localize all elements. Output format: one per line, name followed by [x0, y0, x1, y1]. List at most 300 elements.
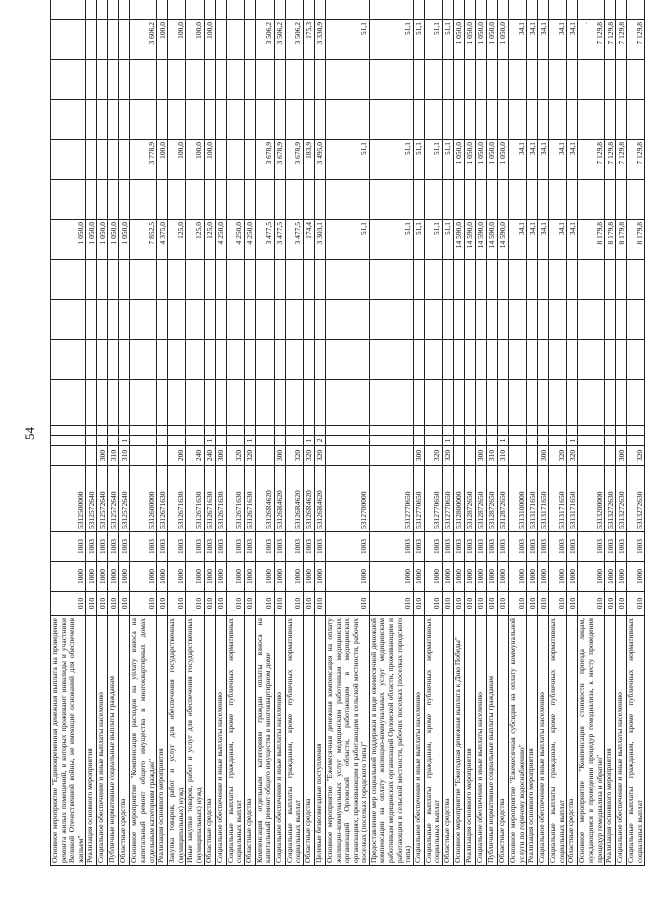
- row-cell-c3: 1003: [168, 532, 186, 562]
- row-cell-c15: [627, 100, 645, 140]
- row-cell-c8: [97, 380, 108, 426]
- row-cell-c1: 010: [509, 592, 527, 616]
- row-cell-c15: [168, 100, 186, 140]
- row-cell-c11: [108, 260, 119, 300]
- row-cell-c5: 320: [567, 446, 578, 466]
- row-description: Областные средства: [119, 616, 130, 866]
- table-row: [244, 0, 255, 866]
- row-cell-c15: [244, 100, 255, 140]
- row-cell-c2: 1000: [509, 562, 527, 592]
- row-description: Социальное обеспечение и иные выплаты населению: [215, 616, 226, 866]
- row-cell-c13: [204, 180, 215, 220]
- row-description: Основное мероприятие "Компенсация расходов на уплату взноса на капитальный ремонт общего имущества в многоквартирных домах отдельным категориям граждан": [130, 616, 157, 866]
- row-cell-c10: [527, 300, 538, 340]
- row-cell-c3: 1003: [274, 532, 285, 562]
- row-cell-c10: [285, 300, 303, 340]
- row-cell-c17: 34,1: [527, 20, 538, 60]
- table-row: [215, 0, 226, 866]
- row-cell-c6: [97, 436, 108, 446]
- row-cell-c2: 1000: [51, 562, 86, 592]
- row-cell-c11: [215, 260, 226, 300]
- row-cell-c17: 1 050,0: [454, 20, 465, 60]
- row-cell-c16: [130, 60, 157, 100]
- row-cell-c1: 010: [130, 592, 157, 616]
- row-cell-c1: 010: [424, 592, 442, 616]
- row-cell-c15: [226, 100, 244, 140]
- row-cell-c8: [255, 380, 274, 426]
- row-cell-c10: [443, 300, 454, 340]
- row-cell-c12: 3 477,5: [255, 220, 274, 260]
- row-cell-c18: [325, 0, 369, 20]
- row-cell-c18: [578, 0, 605, 20]
- row-cell-c2: 1000: [303, 562, 314, 592]
- row-cell-c18: [215, 0, 226, 20]
- row-description: Социальные выплаты гражданам, кроме публичных нормативных социальных выплат: [285, 616, 303, 866]
- row-cell-c15: [186, 100, 204, 140]
- row-cell-c8: [605, 380, 616, 426]
- row-cell-c2: 1000: [476, 562, 487, 592]
- row-cell-c5: 300: [97, 446, 108, 466]
- row-cell-c16: [616, 60, 627, 100]
- row-cell-c8: [325, 380, 369, 426]
- row-cell-c8: [86, 380, 97, 426]
- row-cell-c6: [538, 436, 549, 446]
- row-cell-c13: [186, 180, 204, 220]
- row-cell-c11: [465, 260, 476, 300]
- row-cell-c1: 010: [215, 592, 226, 616]
- row-cell-c1: 010: [97, 592, 108, 616]
- row-cell-c16: [314, 60, 325, 100]
- row-cell-c17: [244, 20, 255, 60]
- row-cell-c14: 1 050,0: [465, 140, 476, 180]
- row-description: Предоставление мер социальной поддержки в виде ежемесячной денежной компенсации на оплату жилищно-коммунальных услуг медицинским работникам медицинских организаций Орловской области, проживающим и работающим в сельской местности, рабочих поселках (поселках городского типа): [369, 616, 413, 866]
- row-cell-c17: 1 050,0: [487, 20, 498, 60]
- row-cell-c3: 1003: [538, 532, 549, 562]
- row-cell-c4: 5312671630: [244, 466, 255, 532]
- row-cell-c13: [51, 180, 86, 220]
- row-cell-c10: [413, 300, 424, 340]
- table-row: [498, 0, 509, 866]
- row-cell-c14: 7 129,8: [627, 140, 645, 180]
- row-description: Социальное обеспечение и иные выплаты населению: [616, 616, 627, 866]
- row-cell-c14: 51,1: [424, 140, 442, 180]
- row-cell-c13: [498, 180, 509, 220]
- row-cell-c4: 53126R4620: [285, 466, 303, 532]
- row-description: Иные закупки товаров, работ и услуг для обеспечения государственных (муниципальных) нужд: [186, 616, 204, 866]
- row-cell-c2: 1000: [567, 562, 578, 592]
- row-description: Публичные нормативные социальные выплаты гражданам: [108, 616, 119, 866]
- row-cell-c11: [578, 260, 605, 300]
- row-cell-c14: [51, 140, 86, 180]
- row-cell-c10: [186, 300, 204, 340]
- row-cell-c14: 7 129,8: [578, 140, 605, 180]
- row-cell-c16: [97, 60, 108, 100]
- row-cell-c10: [487, 300, 498, 340]
- row-cell-c10: [255, 300, 274, 340]
- row-cell-c11: [476, 260, 487, 300]
- row-cell-c11: [369, 260, 413, 300]
- row-cell-c8: [51, 380, 86, 426]
- row-cell-c15: [119, 100, 130, 140]
- row-cell-c9: [204, 340, 215, 380]
- row-description: Социальные выплаты гражданам, кроме публичных нормативных социальных выплат: [627, 616, 645, 866]
- row-cell-c8: [244, 380, 255, 426]
- row-cell-c17: 51,1: [369, 20, 413, 60]
- row-cell-c7: [97, 426, 108, 436]
- row-cell-c3: 1003: [527, 532, 538, 562]
- row-cell-c16: [119, 60, 130, 100]
- row-cell-c8: [549, 380, 567, 426]
- row-cell-c6: [465, 436, 476, 446]
- row-cell-c15: [215, 100, 226, 140]
- row-cell-c3: 1003: [476, 532, 487, 562]
- row-cell-c5: 320: [244, 446, 255, 466]
- row-cell-c13: [108, 180, 119, 220]
- row-cell-c14: 51,1: [369, 140, 413, 180]
- row-cell-c16: [157, 60, 168, 100]
- row-cell-c9: [424, 340, 442, 380]
- row-cell-c12: 3 303,1: [314, 220, 325, 260]
- row-cell-c4: 5312572640: [119, 466, 130, 532]
- row-cell-c11: [119, 260, 130, 300]
- row-cell-c17: 51,1: [325, 20, 369, 60]
- row-cell-c9: [244, 340, 255, 380]
- row-cell-c17: [119, 20, 130, 60]
- row-cell-c3: 1003: [314, 532, 325, 562]
- row-cell-c9: [186, 340, 204, 380]
- row-cell-c8: [215, 380, 226, 426]
- row-cell-c14: 34,1: [549, 140, 567, 180]
- row-cell-c1: 010: [255, 592, 274, 616]
- row-cell-c3: 1003: [108, 532, 119, 562]
- row-cell-c11: [204, 260, 215, 300]
- row-description: Основное мероприятие "Ежемесячная субсидия на оплату коммунальной услуги по горячему водоснабжению": [509, 616, 527, 866]
- row-cell-c18: [487, 0, 498, 20]
- row-cell-c13: [130, 180, 157, 220]
- row-description: Социальное обеспечение и иные выплаты населению: [538, 616, 549, 866]
- table-row: [204, 0, 215, 866]
- row-cell-c5: 310: [487, 446, 498, 466]
- row-cell-c17: 51,1: [413, 20, 424, 60]
- row-cell-c5: 200: [168, 446, 186, 466]
- row-cell-c7: [443, 426, 454, 436]
- row-cell-c17: 3 606,2: [130, 20, 157, 60]
- row-cell-c5: [86, 446, 97, 466]
- row-cell-c1: 010: [325, 592, 369, 616]
- row-cell-c8: [509, 380, 527, 426]
- row-cell-c1: 010: [567, 592, 578, 616]
- row-cell-c12: 34,1: [549, 220, 567, 260]
- row-cell-c10: [578, 300, 605, 340]
- row-cell-c8: [274, 380, 285, 426]
- row-cell-c11: [616, 260, 627, 300]
- row-cell-c4: 5313200000: [578, 466, 605, 532]
- row-description: Социальное обеспечение и иные выплаты населению: [476, 616, 487, 866]
- row-description: Реализация основного мероприятия: [605, 616, 616, 866]
- row-cell-c3: 1003: [369, 532, 413, 562]
- row-description: Областные средства: [204, 616, 215, 866]
- row-cell-c6: [130, 436, 157, 446]
- row-cell-c3: 1003: [424, 532, 442, 562]
- row-cell-c8: [157, 380, 168, 426]
- row-cell-c17: [51, 20, 86, 60]
- row-cell-c15: [498, 100, 509, 140]
- row-cell-c13: [244, 180, 255, 220]
- row-cell-c8: [119, 380, 130, 426]
- row-cell-c4: 5312800000: [454, 466, 465, 532]
- row-cell-c10: [157, 300, 168, 340]
- row-cell-c3: 1003: [51, 532, 86, 562]
- row-cell-c7: [549, 426, 567, 436]
- row-cell-c3: 1003: [285, 532, 303, 562]
- row-cell-c4: 5312872650: [487, 466, 498, 532]
- row-cell-c16: [325, 60, 369, 100]
- row-cell-c16: [454, 60, 465, 100]
- row-cell-c15: [130, 100, 157, 140]
- row-cell-c13: [616, 180, 627, 220]
- row-cell-c4: 5313171650: [549, 466, 567, 532]
- row-cell-c10: [244, 300, 255, 340]
- row-cell-c7: [454, 426, 465, 436]
- row-cell-c7: [605, 426, 616, 436]
- row-cell-c9: [274, 340, 285, 380]
- row-cell-c10: [369, 300, 413, 340]
- table-row: [413, 0, 424, 866]
- row-cell-c13: [454, 180, 465, 220]
- row-cell-c5: [157, 446, 168, 466]
- row-cell-c14: [97, 140, 108, 180]
- row-cell-c13: [605, 180, 616, 220]
- row-cell-c18: [274, 0, 285, 20]
- row-cell-c3: 1003: [325, 532, 369, 562]
- row-cell-c2: 1000: [226, 562, 244, 592]
- row-cell-c7: [86, 426, 97, 436]
- row-cell-c15: [509, 100, 527, 140]
- row-cell-c1: 010: [627, 592, 645, 616]
- row-cell-c2: 1000: [578, 562, 605, 592]
- row-cell-c14: 34,1: [567, 140, 578, 180]
- row-cell-c5: [130, 446, 157, 466]
- row-cell-c15: [274, 100, 285, 140]
- row-cell-c6: [476, 436, 487, 446]
- row-cell-c17: 7 129,8: [627, 20, 645, 60]
- row-cell-c11: [549, 260, 567, 300]
- row-cell-c17: 1 050,0: [465, 20, 476, 60]
- row-cell-c13: [627, 180, 645, 220]
- table-row: [157, 0, 168, 866]
- row-cell-c18: [498, 0, 509, 20]
- table-row: [86, 0, 97, 866]
- row-cell-c17: 51,1: [443, 20, 454, 60]
- row-cell-c18: [454, 0, 465, 20]
- row-cell-c7: [487, 426, 498, 436]
- row-cell-c4: 5313272630: [627, 466, 645, 532]
- row-description: Областные средства: [443, 616, 454, 866]
- row-description: Социальные выплаты гражданам, кроме публичных нормативных социальных выплат: [549, 616, 567, 866]
- row-cell-c5: [454, 446, 465, 466]
- row-cell-c16: [465, 60, 476, 100]
- row-cell-c14: 34,1: [509, 140, 527, 180]
- row-cell-c4: 53126R4620: [255, 466, 274, 532]
- row-cell-c16: [274, 60, 285, 100]
- row-cell-c16: [443, 60, 454, 100]
- row-cell-c2: 1000: [204, 562, 215, 592]
- row-cell-c8: [108, 380, 119, 426]
- row-cell-c5: [578, 446, 605, 466]
- row-cell-c12: 125,0: [186, 220, 204, 260]
- row-cell-c11: [168, 260, 186, 300]
- row-cell-c12: 34,1: [527, 220, 538, 260]
- row-cell-c12: 34,1: [538, 220, 549, 260]
- row-cell-c3: 1003: [204, 532, 215, 562]
- row-cell-c15: [325, 100, 369, 140]
- row-cell-c15: [97, 100, 108, 140]
- row-cell-c11: [413, 260, 424, 300]
- row-cell-c9: [538, 340, 549, 380]
- row-cell-c9: [226, 340, 244, 380]
- row-cell-c13: [157, 180, 168, 220]
- row-cell-c8: [578, 380, 605, 426]
- row-cell-c14: 51,1: [443, 140, 454, 180]
- budget-table: [50, 0, 645, 866]
- row-cell-c18: [86, 0, 97, 20]
- row-cell-c6: [168, 436, 186, 446]
- row-cell-c16: [303, 60, 314, 100]
- row-cell-c18: [303, 0, 314, 20]
- row-cell-c1: 010: [204, 592, 215, 616]
- row-cell-c16: [226, 60, 244, 100]
- row-cell-c9: [413, 340, 424, 380]
- row-cell-c11: [487, 260, 498, 300]
- row-cell-c18: [226, 0, 244, 20]
- row-cell-c18: [465, 0, 476, 20]
- row-cell-c18: [369, 0, 413, 20]
- row-cell-c9: [454, 340, 465, 380]
- row-cell-c9: [578, 340, 605, 380]
- row-cell-c4: 5312671630: [157, 466, 168, 532]
- row-cell-c17: 3 506,2: [255, 20, 274, 60]
- row-cell-c9: [51, 340, 86, 380]
- row-cell-c9: [303, 340, 314, 380]
- row-cell-c8: [303, 380, 314, 426]
- row-cell-c2: 1000: [215, 562, 226, 592]
- row-cell-c4: 5313171650: [527, 466, 538, 532]
- row-cell-c6: [215, 436, 226, 446]
- row-cell-c10: [476, 300, 487, 340]
- row-cell-c5: [527, 446, 538, 466]
- row-cell-c9: [605, 340, 616, 380]
- row-cell-c6: [255, 436, 274, 446]
- row-cell-c12: 4 375,0: [157, 220, 168, 260]
- row-cell-c8: [424, 380, 442, 426]
- row-cell-c9: [86, 340, 97, 380]
- row-cell-c1: 010: [274, 592, 285, 616]
- row-cell-c10: [567, 300, 578, 340]
- row-cell-c9: [255, 340, 274, 380]
- row-cell-c13: [303, 180, 314, 220]
- row-cell-c12: 1 050,0: [108, 220, 119, 260]
- row-cell-c7: [204, 426, 215, 436]
- row-cell-c14: 3 778,9: [130, 140, 157, 180]
- row-description: Социальное обеспечение и иные выплаты населению: [413, 616, 424, 866]
- row-cell-c16: [578, 60, 605, 100]
- row-cell-c5: [255, 446, 274, 466]
- table-row: [226, 0, 244, 866]
- row-cell-c10: [616, 300, 627, 340]
- row-cell-c10: [303, 300, 314, 340]
- row-cell-c15: [157, 100, 168, 140]
- row-cell-c14: [244, 140, 255, 180]
- row-cell-c11: [314, 260, 325, 300]
- row-cell-c18: [605, 0, 616, 20]
- row-cell-c3: 1003: [130, 532, 157, 562]
- table-row: [186, 0, 204, 866]
- row-cell-c7: [157, 426, 168, 436]
- row-cell-c14: 183,9: [303, 140, 314, 180]
- table-row: [627, 0, 645, 866]
- row-cell-c1: 010: [186, 592, 204, 616]
- row-cell-c1: 010: [476, 592, 487, 616]
- row-cell-c17: 100,0: [186, 20, 204, 60]
- row-cell-c3: 1003: [465, 532, 476, 562]
- row-cell-c11: [51, 260, 86, 300]
- row-cell-c5: 320: [303, 446, 314, 466]
- row-cell-c12: 174,4: [303, 220, 314, 260]
- row-cell-c13: [274, 180, 285, 220]
- row-cell-c9: [215, 340, 226, 380]
- row-cell-c13: [413, 180, 424, 220]
- row-cell-c18: [186, 0, 204, 20]
- row-cell-c4: 5312872650: [476, 466, 487, 532]
- table-row: [285, 0, 303, 866]
- row-cell-c3: 1003: [413, 532, 424, 562]
- row-cell-c8: [476, 380, 487, 426]
- row-cell-c18: [255, 0, 274, 20]
- row-cell-c15: [369, 100, 413, 140]
- row-cell-c5: 310: [498, 446, 509, 466]
- row-cell-c5: 300: [538, 446, 549, 466]
- row-cell-c8: [616, 380, 627, 426]
- row-cell-c16: [51, 60, 86, 100]
- row-cell-c11: [244, 260, 255, 300]
- row-cell-c7: [244, 426, 255, 436]
- row-cell-c9: [97, 340, 108, 380]
- row-cell-c5: 300: [616, 446, 627, 466]
- row-cell-c5: [605, 446, 616, 466]
- row-cell-c4: 5312872650: [498, 466, 509, 532]
- row-cell-c1: 010: [86, 592, 97, 616]
- row-cell-c11: [527, 260, 538, 300]
- table-row: [509, 0, 527, 866]
- row-cell-c3: 1003: [443, 532, 454, 562]
- row-cell-c10: [627, 300, 645, 340]
- row-cell-c2: 1000: [130, 562, 157, 592]
- row-cell-c4: 5313171650: [538, 466, 549, 532]
- row-cell-c18: [527, 0, 538, 20]
- row-cell-c9: [130, 340, 157, 380]
- row-cell-c10: [549, 300, 567, 340]
- row-cell-c12: 14 590,0: [454, 220, 465, 260]
- row-cell-c13: [325, 180, 369, 220]
- row-cell-c9: [549, 340, 567, 380]
- row-cell-c3: 1003: [119, 532, 130, 562]
- table-row: [130, 0, 157, 866]
- row-cell-c7: [285, 426, 303, 436]
- row-cell-c12: 1 050,0: [51, 220, 86, 260]
- row-cell-c2: 1000: [498, 562, 509, 592]
- row-cell-c13: [255, 180, 274, 220]
- row-cell-c9: [509, 340, 527, 380]
